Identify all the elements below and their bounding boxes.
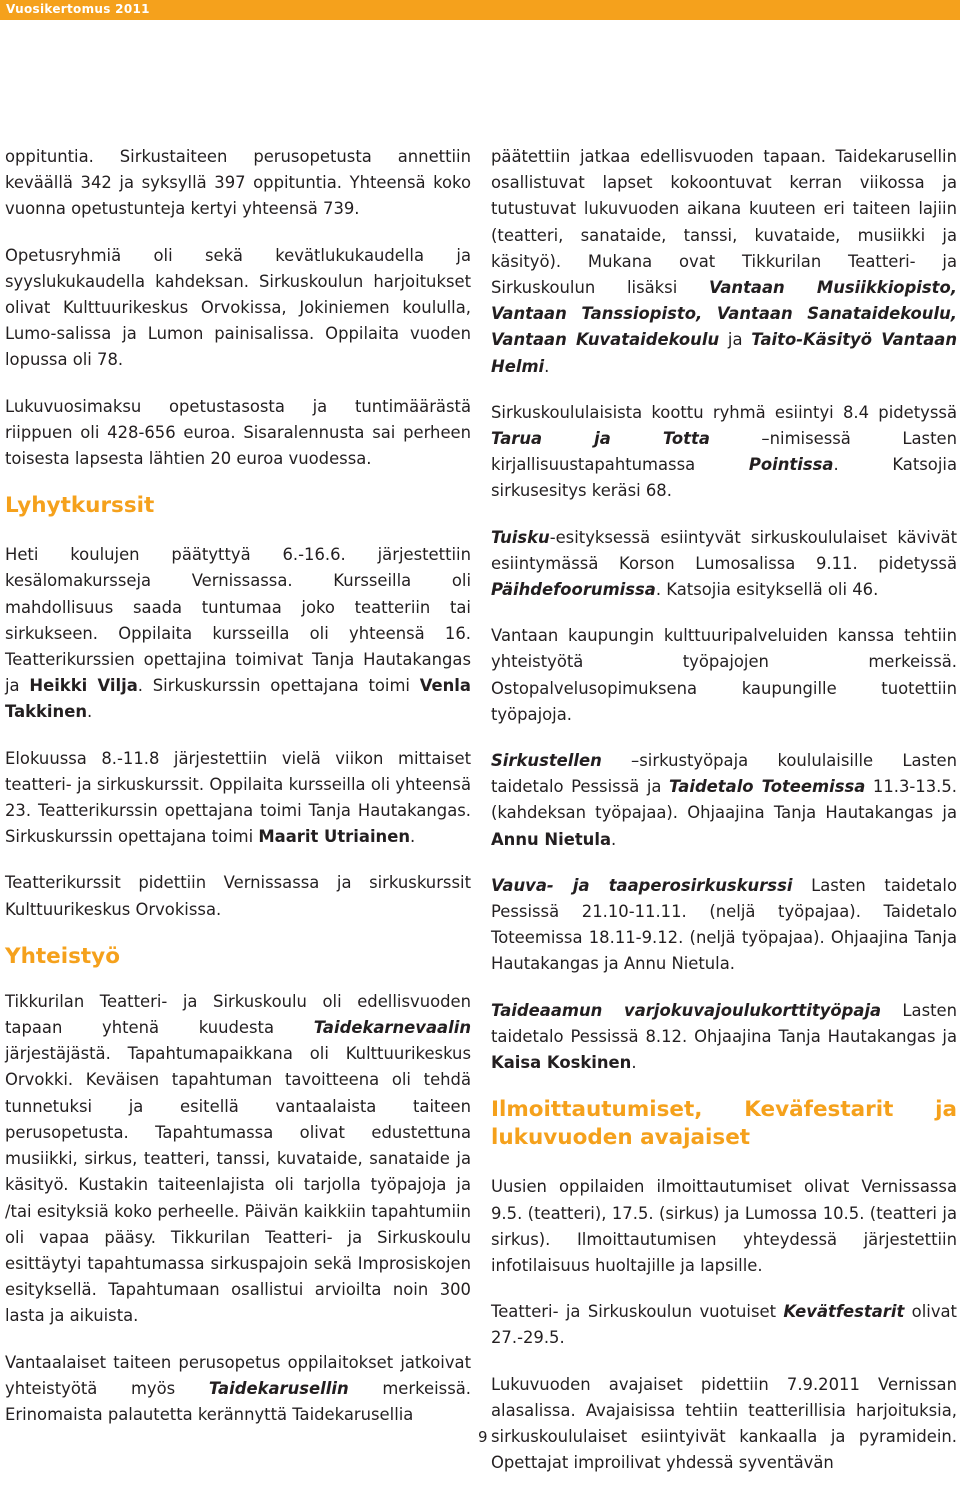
paragraph: Uusien oppilaiden ilmoittautumiset olivat Vernissassa 9.5. (teatteri), 17.5. (sirkus) ja Lumossa 10.5. (teatteri ja sirkus). Ilmoittautumisen yhteydessä järjestettiin infotilaisuus huoltajille ja lapsille.	[491, 1177, 957, 1275]
text: –nimisessä Lasten kirjallisuustapahtumassa	[491, 429, 957, 475]
text: Tikkurilan Teatteri- ja Sirkuskoulu oli edellisvuoden tapaan yhtenä kuudesta	[5, 991, 471, 1038]
section-heading-ilmoittautumiset: Ilmoittautumiset, Keväfestarit ja lukuvuoden avajaiset	[491, 1097, 957, 1151]
person-name: Annu Nietula	[491, 829, 612, 849]
venue-name: Taidetalo Toteemissa	[669, 777, 866, 797]
text: Lasten taidetalo Pessissä 8.12. Ohjaajina Tanja Hautakangas ja	[491, 1000, 958, 1046]
text: merkeissä. Erinomaista palautetta kerännyttä Taidekarusellia	[5, 1378, 471, 1424]
workshop-name: Taideaamun varjokuvajoulukorttityöpaja	[491, 1000, 882, 1020]
paragraph: Teatterikurssit pidettiin Vernissassa ja sirkuskurssit Kulttuurikeskus Orvokissa.	[5, 873, 471, 919]
section-heading-yhteistyo: Yhteistyö	[5, 943, 120, 969]
text: Sirkuskoululaisista koottu ryhmä esiintyi 8.4 pidetyssä	[491, 402, 957, 422]
text: . Katsojia esityksellä oli 46.	[655, 580, 879, 600]
paragraph	[491, 1299, 957, 1351]
text: päätettiin jatkaa edellisvuoden tapaan. Taidekarusellin osallistuvat lapset kokoontuvat kerran viikossa ja tutustuvat lukuvuoden aikana kuuteen eri taiteen lajiin (teatteri, sanataide, tanssi, kuvataide, musiikki ja käsityö). Mukana ovat Tikkurilan Teatteri- ja Sirkuskoulun lisäksi	[491, 147, 957, 298]
report-title: Vuosikertomus 2011	[6, 2, 150, 16]
show-name: Tuisku	[491, 527, 550, 547]
text: Teatteri- ja Sirkuskoulun vuotuiset	[491, 1302, 784, 1322]
event-name: Tarua ja Totta	[491, 429, 710, 449]
paragraph	[491, 525, 957, 604]
person-name: Venla Takkinen	[5, 676, 471, 722]
organization-name: Taito-Käsityö Vantaan Helmi	[491, 330, 957, 376]
text: . Sirkuskurssin opettajana toimi	[137, 676, 420, 696]
text: ja	[719, 330, 752, 350]
event-name: Taidekarusellin	[208, 1378, 349, 1398]
text: .	[87, 702, 93, 722]
text: . Katsojia sirkusesitys keräsi 68.	[491, 455, 957, 501]
paragraph	[5, 1350, 471, 1429]
left-column	[5, 144, 471, 1448]
paragraph: Lukuvuoden avajaiset pidettiin 7.9.2011 Vernissan alasalissa. Avajaisissa tehtiin teatterillisia harjoituksia, sirkuskoululaiset esiintyivät kankaalla ja pyramidein. Opettajat improilivat yhdessä syventävän	[491, 1374, 957, 1473]
right-column	[491, 144, 957, 1496]
text: Elokuussa 8.-11.8 järjestettiin vielä viikon mittaiset teatteri- ja sirkuskurssit. Oppilaita kursseilla oli yhteensä 23. Teatterikurssin opettajana toimi Tanja Hautakangas. Sirkuskurssin opettajana toimi	[5, 748, 471, 847]
event-name: Päihdefoorumissa	[491, 580, 656, 600]
page-number: 9	[478, 1428, 488, 1446]
paragraph	[491, 748, 957, 853]
person-name: Kaisa Koskinen	[491, 1053, 632, 1073]
organization-names: Vantaan Musiikkiopisto, Vantaan Tanssiopisto, Vantaan Sanataidekoulu, Vantaan Kuvataidekoulu	[491, 278, 957, 350]
paragraph	[491, 873, 957, 978]
text: .	[544, 356, 550, 376]
text: .	[631, 1053, 637, 1073]
person-name: Heikki Vilja	[29, 676, 138, 696]
workshop-name: Sirkustellen	[491, 751, 602, 771]
paragraph: Vantaan kaupungin kulttuuripalveluiden kanssa tehtiin yhteistyötä työpajojen merkeissä. Ostopalvelusopimuksena kaupungille tuotettiin työpajoja.	[491, 626, 957, 724]
venue-name: Pointissa	[748, 455, 834, 475]
paragraph	[5, 542, 471, 725]
event-name: Kevätfestarit	[783, 1302, 905, 1322]
text: –sirkustyöpaja koululaisille Lasten taidetalo Pessissä ja	[491, 751, 957, 797]
text: järjestäjästä. Tapahtumapaikkana oli Kulttuurikeskus Orvokki. Keväisen tapahtuman tavoitteena oli tehdä tunnetuksi ja esitellä vantaalaista taiteen perusopetusta. Tapahtumassa olivat edustettuna musiikki, sirkus, teatteri, tanssi, kuvataide, sanataide ja käsityö. Kustakin taiteenlajista oli tarjolla työpajoja ja /tai esityksiä koko perheelle. Päivän kaikkiin tapahtumiin oli vapaa pääsy. Tikkurilan Teatteri- ja Sirkuskoulu esittäytyi tapahtumassa sirkuspajoin sekä Improsiskojen esityksellä. Tapahtumaan osallistui arvioilta noin 300 lasta ja aikuista.	[5, 1044, 471, 1326]
text: 11.3-13.5. (kahdeksan työpajaa). Ohjaajina Tanja Hautakangas ja	[491, 777, 957, 823]
paragraph	[491, 144, 957, 380]
paragraph	[5, 989, 471, 1330]
text: -esityksessä esiintyvät sirkuskoululaiset kävivät esiintymässä Korson Lumosalissa 9.11. pidetyssä	[491, 527, 957, 573]
text: .	[611, 829, 617, 849]
section-heading-lyhytkurssit: Lyhytkurssit	[5, 493, 155, 519]
person-name: Maarit Utriainen	[258, 827, 411, 847]
text: .	[410, 827, 416, 847]
event-name: Taidekarnevaalin	[313, 1018, 471, 1038]
paragraph: oppituntia. Sirkustaiteen perusopetusta annettiin keväällä 342 ja syksyllä 397 oppituntia. Yhteensä koko vuonna opetustunteja kertyi yhteensä 739.	[5, 147, 471, 219]
text: Lasten taidetalo Pessissä 21.10-11.11. (neljä työpajaa). Taidetalo Toteemissa 18.11-9.12. (neljä työpajaa). Ohjaajina Tanja Hautakangas ja Annu Nietula.	[491, 875, 957, 974]
paragraph	[491, 998, 957, 1077]
text: Heti koulujen päätyttyä 6.-16.6. järjestettiin kesälomakursseja Vernissassa. Kursseilla oli mahdollisuus saada tuntumaa joko teatteriin tai sirkukseen. Oppilaita kursseilla oli yhteensä 16. Teatterikurssien opettajina toimivat Tanja Hautakangas ja	[5, 545, 471, 696]
course-name: Vauva- ja taaperosirkuskurssi	[491, 875, 793, 895]
text: olivat 27.-29.5.	[491, 1302, 957, 1348]
paragraph: Opetusryhmiä oli sekä kevätlukukaudella ja syyslukukaudella kahdeksan. Sirkuskoulun harjoitukset olivat Kulttuurikeskus Orvokissa, Jokiniemen koululla, Lumo-salissa ja Lumon painisalissa. Oppilaita vuoden lopussa oli 78.	[5, 245, 471, 370]
paragraph	[491, 400, 957, 505]
text: Vantaalaiset taiteen perusopetus oppilaitokset jatkoivat yhteistyötä myös	[5, 1352, 471, 1398]
paragraph	[5, 746, 471, 851]
paragraph: Lukuvuosimaksu opetustasosta ja tuntimäärästä riippuen oli 428-656 euroa. Sisaralennusta sai perheen toisesta lapsesta lähtien 20 euroa vuodessa.	[5, 396, 471, 469]
